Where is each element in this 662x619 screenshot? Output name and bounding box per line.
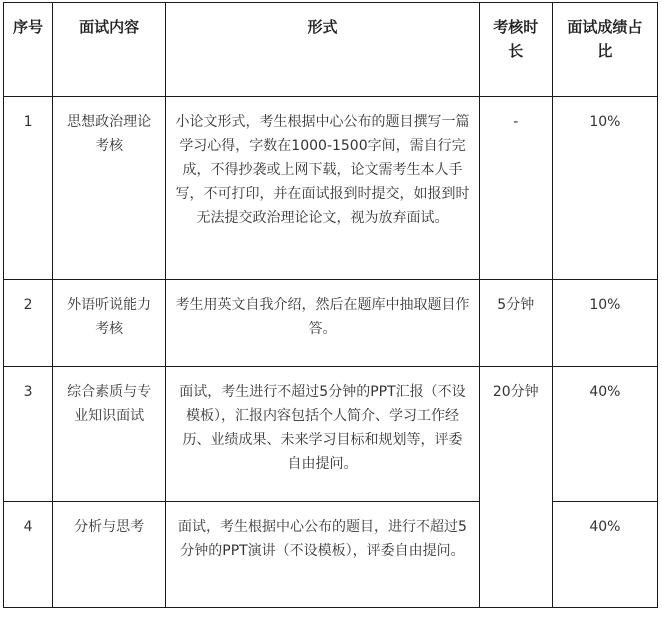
row-form: 面试，考生根据中心公布的题目，进行不超过5分钟的PPT演讲（不设模板），评委自由提问。 [166, 502, 479, 608]
header-duration: 考核时长 [479, 3, 552, 97]
row-no: 4 [4, 502, 53, 608]
header-form: 形式 [166, 3, 479, 97]
table-row [4, 367, 658, 502]
table-row [4, 280, 658, 367]
interview-table [3, 2, 658, 608]
row-form: 考生用英文自我介绍，然后在题库中抽取题目作答。 [166, 280, 479, 367]
row-duration: 20分钟 [479, 367, 552, 608]
row-item: 思想政治理论考核 [53, 97, 166, 280]
header-item: 面试内容 [53, 3, 166, 97]
row-form: 面试，考生进行不超过5分钟的PPT汇报（不设模板），汇报内容包括个人简介、学习工作经历、业绩成果、未来学习目标和规划等，评委自由提问。 [166, 367, 479, 502]
row-ratio: 40% [552, 502, 657, 608]
row-duration: - [479, 97, 552, 280]
row-item: 外语听说能力考核 [53, 280, 166, 367]
row-ratio: 10% [552, 280, 657, 367]
row-no: 1 [4, 97, 53, 280]
header-ratio: 面试成绩占比 [552, 3, 657, 97]
table-row [4, 97, 658, 280]
row-no: 2 [4, 280, 53, 367]
row-duration: 5分钟 [479, 280, 552, 367]
row-form: 小论文形式，考生根据中心公布的题目撰写一篇学习心得，字数在1000-1500字间，需自行完成，不得抄袭或上网下载，论文需考生本人手写，不可打印，并在面试报到时提交，如报到时无法提交政治理论论文，视为放弃面试。 [166, 97, 479, 280]
table-row [4, 502, 658, 608]
row-no: 3 [4, 367, 53, 502]
row-item: 分析与思考 [53, 502, 166, 608]
row-ratio: 40% [552, 367, 657, 502]
row-ratio: 10% [552, 97, 657, 280]
row-item: 综合素质与专业知识面试 [53, 367, 166, 502]
header-no: 序号 [4, 3, 53, 97]
header-row [4, 3, 658, 97]
